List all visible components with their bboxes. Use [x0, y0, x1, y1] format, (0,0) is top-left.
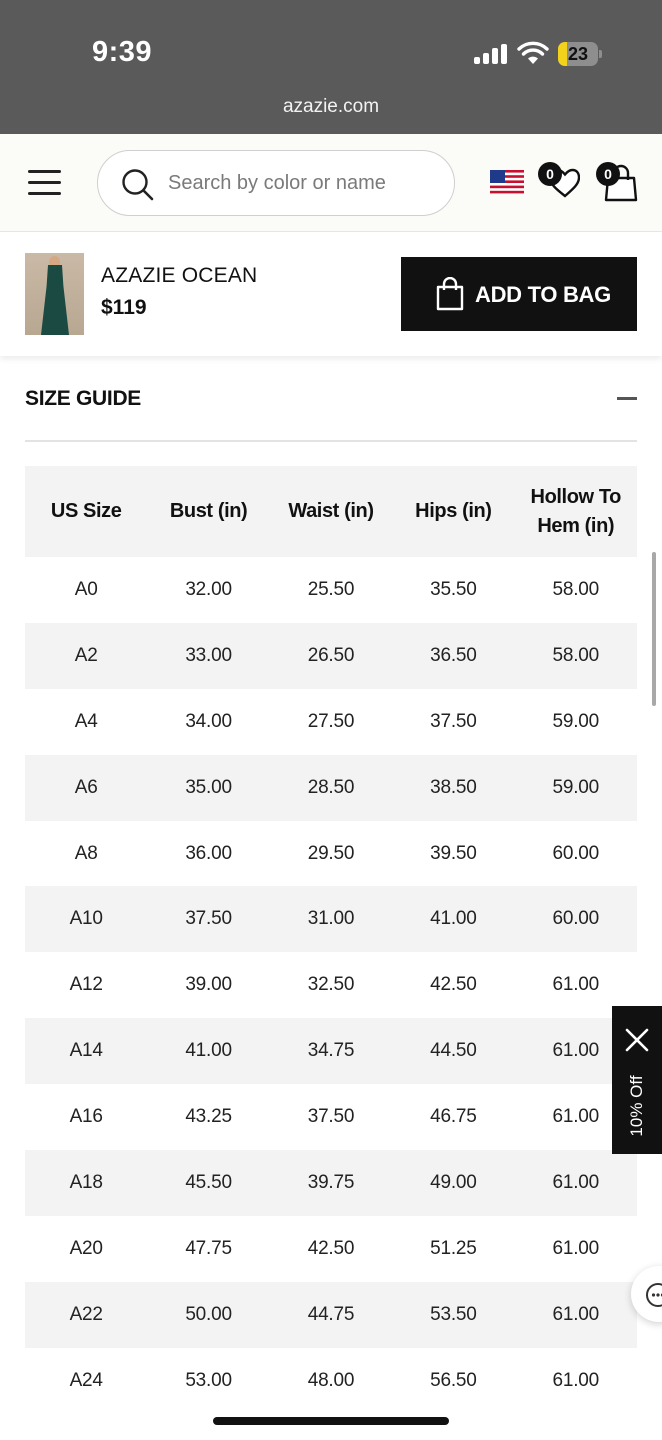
browser-url[interactable]: azazie.com [282, 96, 380, 117]
table-cell: A6 [74, 776, 98, 798]
table-cell: 49.00 [430, 1171, 477, 1193]
table-cell: 44.75 [307, 1303, 355, 1325]
column-header: US Size [50, 500, 122, 522]
column-header: Hollow To Hem (in) [530, 485, 621, 537]
table-cell: 61.00 [552, 1237, 600, 1259]
collapse-minus-icon[interactable] [617, 397, 637, 400]
table-cell: 56.50 [430, 1369, 477, 1391]
table-body [25, 557, 637, 1414]
table-cell: 32.50 [307, 974, 355, 996]
table-cell: A16 [69, 1106, 103, 1128]
close-icon[interactable] [625, 1028, 649, 1052]
column-header: Hips (in) [415, 500, 492, 522]
table-cell: 37.50 [307, 1106, 355, 1128]
discount-promo-tab[interactable] [612, 1006, 662, 1154]
status-time: 9:39 [92, 36, 153, 68]
table-cell: 53.50 [430, 1303, 477, 1325]
wishlist-button[interactable] [538, 162, 580, 202]
table-cell: 38.50 [430, 776, 477, 798]
section-divider [25, 440, 637, 442]
table-cell: 43.25 [185, 1106, 232, 1128]
table-cell: 31.00 [307, 908, 355, 930]
table-cell: 35.50 [430, 578, 477, 600]
shopping-bag-button[interactable] [596, 162, 638, 204]
search-box[interactable] [97, 150, 455, 216]
table-cell: 39.75 [307, 1171, 355, 1193]
table-cell: 42.50 [307, 1237, 355, 1259]
table-row [25, 689, 637, 755]
table-row [25, 886, 637, 952]
search-input[interactable] [168, 165, 438, 201]
table-cell: 60.00 [552, 842, 600, 864]
table-cell: A12 [69, 974, 103, 996]
battery-percent: 23 [567, 44, 589, 64]
table-cell: 60.00 [552, 908, 600, 930]
table-cell: A2 [74, 644, 98, 666]
table-cell: 27.50 [307, 710, 355, 732]
sticky-product-bar [0, 232, 662, 356]
table-row [25, 1084, 637, 1150]
promo-label: 10% Off [627, 1075, 646, 1137]
table-cell: A0 [74, 578, 98, 600]
add-to-bag-label: ADD TO BAG [475, 282, 611, 307]
table-cell: 36.50 [430, 644, 477, 666]
table-row [25, 755, 637, 821]
table-cell: 28.50 [307, 776, 355, 798]
table-row [25, 1216, 637, 1282]
table-cell: A22 [69, 1303, 103, 1325]
table-cell: 34.00 [185, 710, 232, 732]
table-cell: 48.00 [307, 1369, 355, 1391]
home-indicator [213, 1417, 449, 1425]
table-cell: 59.00 [552, 776, 600, 798]
table-cell: 61.00 [552, 1106, 600, 1128]
table-cell: 34.75 [307, 1040, 355, 1062]
table-cell: A8 [74, 842, 98, 864]
table-cell: 33.00 [185, 644, 232, 666]
table-cell: 61.00 [552, 1040, 600, 1062]
table-cell: 61.00 [552, 1369, 600, 1391]
table-row [25, 1282, 637, 1348]
table-cell: 46.75 [430, 1106, 477, 1128]
table-cell: 61.00 [552, 1303, 600, 1325]
search-icon [121, 168, 155, 202]
table-cell: 41.00 [430, 908, 477, 930]
cellular-signal-icon [474, 44, 508, 64]
product-price: $119 [101, 296, 147, 319]
table-cell: A24 [69, 1369, 103, 1391]
bag-count-badge: 0 [596, 162, 620, 186]
table-cell: A20 [69, 1237, 103, 1259]
chat-bubble-icon [645, 1282, 662, 1308]
table-cell: 53.00 [185, 1369, 232, 1391]
table-cell: 39.50 [430, 842, 477, 864]
table-cell: A4 [74, 710, 98, 732]
table-cell: 36.00 [185, 842, 232, 864]
table-cell: A14 [69, 1040, 103, 1062]
site-header [0, 134, 662, 232]
table-row [25, 557, 637, 623]
table-cell: 41.00 [185, 1040, 232, 1062]
table-cell: 47.75 [185, 1237, 232, 1259]
add-to-bag-button[interactable] [401, 257, 637, 331]
column-header: Bust (in) [169, 500, 248, 522]
table-cell: 50.00 [185, 1303, 232, 1325]
table-row [25, 1150, 637, 1216]
us-flag-icon[interactable] [490, 170, 524, 194]
table-row [25, 1018, 637, 1084]
bag-icon [436, 277, 464, 311]
table-cell: 44.50 [430, 1040, 477, 1062]
table-cell: 29.50 [307, 842, 355, 864]
status-bar [0, 0, 662, 134]
table-cell: 61.00 [552, 974, 600, 996]
table-header-row [25, 466, 637, 557]
wishlist-count-badge: 0 [538, 162, 562, 186]
table-cell: 59.00 [552, 710, 600, 732]
table-row [25, 821, 637, 887]
table-cell: 26.50 [307, 644, 355, 666]
table-cell: A18 [69, 1171, 103, 1193]
table-cell: 58.00 [552, 578, 600, 600]
table-row [25, 952, 637, 1018]
table-cell: 61.00 [552, 1171, 600, 1193]
product-name: AZAZIE OCEAN [101, 264, 258, 287]
table-row [25, 1348, 637, 1414]
table-cell: 45.50 [185, 1171, 232, 1193]
table-cell: 37.50 [430, 710, 477, 732]
wifi-icon [517, 41, 549, 65]
scrollbar[interactable] [652, 552, 656, 706]
table-cell: 51.25 [430, 1237, 477, 1259]
table-cell: 35.00 [185, 776, 232, 798]
table-cell: 58.00 [552, 644, 600, 666]
table-cell: 32.00 [185, 578, 232, 600]
column-header: Waist (in) [288, 500, 374, 522]
table-cell: 37.50 [185, 908, 232, 930]
size-guide-table [25, 466, 637, 1414]
table-cell: 42.50 [430, 974, 477, 996]
table-cell: 25.50 [307, 578, 355, 600]
table-cell: 39.00 [185, 974, 232, 996]
table-cell: A10 [69, 908, 103, 930]
size-guide-title[interactable]: SIZE GUIDE [25, 387, 142, 410]
battery-icon [558, 42, 602, 66]
product-thumbnail[interactable] [25, 253, 84, 335]
hamburger-menu-icon[interactable] [28, 170, 62, 196]
table-row [25, 623, 637, 689]
